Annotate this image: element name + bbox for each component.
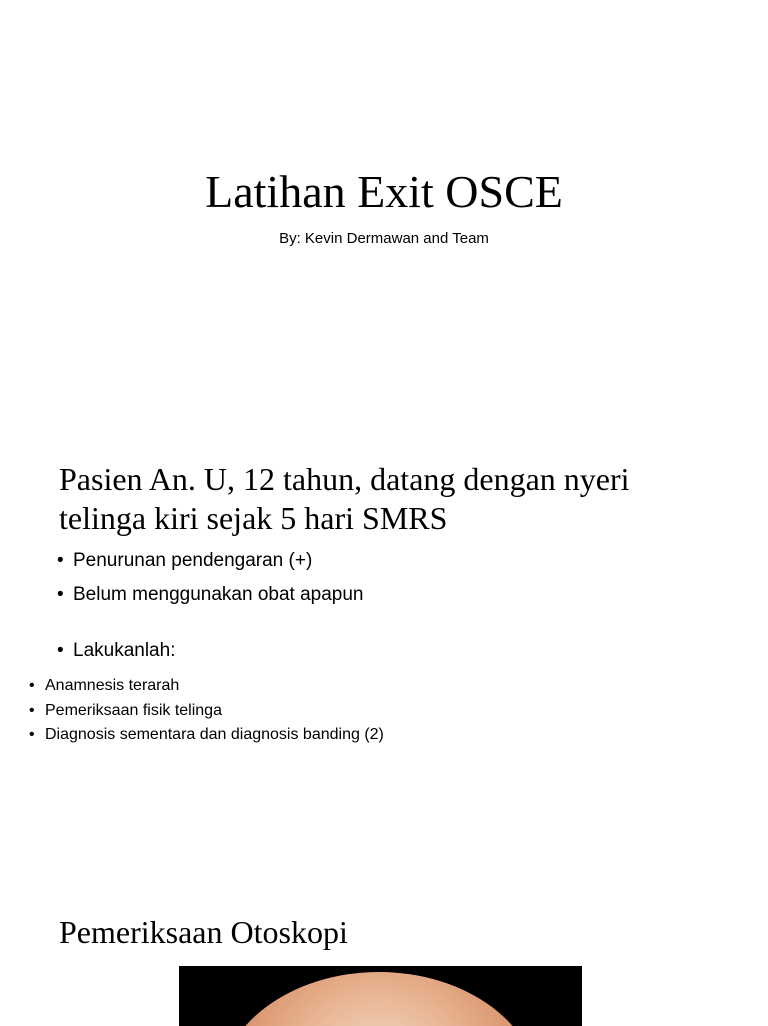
sub-bullet-text: Pemeriksaan fisik telinga <box>45 701 222 719</box>
task-sub-bullet-list <box>29 675 384 749</box>
presentation-subtitle: By: Kevin Dermawan and Team <box>279 230 489 247</box>
bullet-icon: • <box>57 550 64 571</box>
case-slide <box>0 420 768 890</box>
bullet-icon: • <box>29 701 35 719</box>
bullet-text: Lakukanlah: <box>73 640 176 661</box>
bullet-icon: • <box>29 677 35 694</box>
otoscopy-heading: Pemeriksaan Otoskopi <box>59 914 348 950</box>
otoscopy-image <box>179 966 582 1026</box>
sub-bullet-item <box>29 700 384 725</box>
presentation-title: Latihan Exit OSCE <box>205 166 563 217</box>
bullet-icon: • <box>29 726 35 743</box>
title-slide <box>0 0 768 420</box>
otoscopy-slide <box>0 890 768 1024</box>
tympanic-membrane-image <box>219 972 539 1026</box>
bullet-item <box>57 638 364 672</box>
sub-bullet-item <box>29 724 384 749</box>
bullet-icon: • <box>57 584 64 605</box>
case-heading: Pasien An. U, 12 tahun, datang dengan nyeri telinga kiri sejak 5 hari SMRS <box>59 461 630 536</box>
sub-bullet-text: Anamnesis terarah <box>45 677 180 694</box>
bullet-item <box>57 582 364 616</box>
case-bullet-list <box>57 548 364 672</box>
bullet-icon: • <box>57 640 64 661</box>
bullet-item <box>57 548 364 582</box>
bullet-text: Belum menggunakan obat apapun <box>73 584 364 605</box>
sub-bullet-item <box>29 675 384 700</box>
bullet-text: Penurunan pendengaran (+) <box>73 550 313 571</box>
sub-bullet-text: Diagnosis sementara dan diagnosis banding (2) <box>45 726 384 743</box>
